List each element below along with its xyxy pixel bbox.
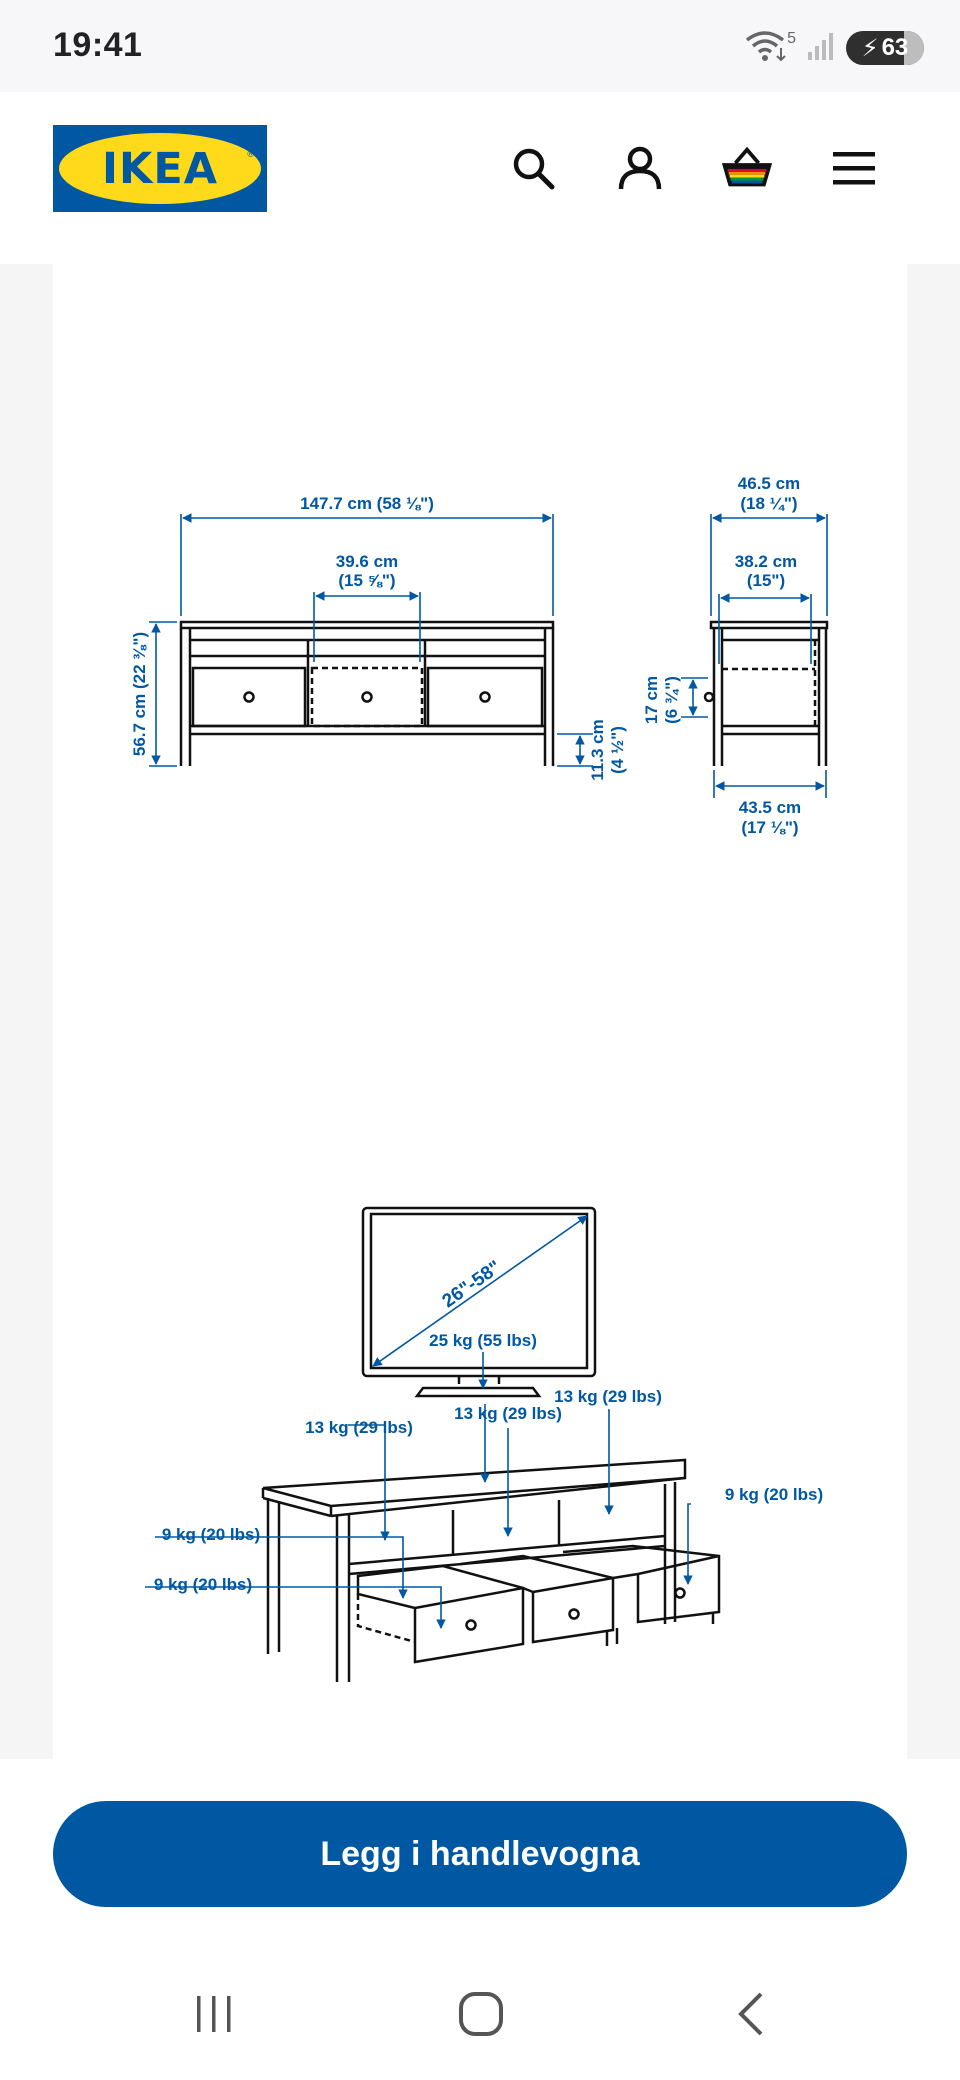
signal-icon [806,30,836,67]
home-icon[interactable] [441,1984,521,2044]
wifi-icon [743,28,791,69]
front-view-drawing [181,622,553,766]
tv-load-label: 25 kg (55 lbs) [429,1331,537,1350]
shelf-left-load-label: 13 kg (29 lbs) [305,1418,413,1437]
status-time: 19:41 [53,26,143,64]
side-base-depth-label: 43.5 cm [738,798,802,817]
add-to-cart-bar [0,1759,960,1939]
front-leg-height-label: 11.3 cm [588,719,607,781]
system-nav-bar [0,1939,960,2080]
front-leg-height-label-inch: (4 ½") [608,726,627,774]
menu-icon[interactable] [826,140,882,196]
product-dimension-image [53,264,907,1759]
side-base-depth-label-inch: (17 ⅛") [741,818,799,837]
charging-icon: ⚡ [861,34,879,62]
recent-apps-icon[interactable] [174,1984,254,2044]
side-depth-label-inch: (18 ¼") [740,494,798,513]
side-depth-label: 46.5 cm [737,474,801,493]
drawer-left-upper-load-label: 9 kg (20 lbs) [161,1525,261,1544]
drawer-left-lower-load-label: 9 kg (20 lbs) [153,1575,253,1594]
front-height-label: 56.7 cm (22 ⅜") [130,631,149,757]
status-bar [0,0,960,92]
side-inner-depth-label: 38.2 cm [734,552,798,571]
side-drawer-height-label: 17 cm [642,675,661,725]
logo-text: IKEA [102,143,218,194]
back-icon[interactable] [711,1984,791,2044]
status-icons [743,28,924,68]
profile-icon[interactable] [612,140,668,196]
side-drawer-height-label-inch: (6 ¾") [662,676,681,724]
search-icon[interactable] [505,140,561,196]
add-to-cart-button[interactable]: Legg i handlevogna [53,1801,907,1907]
battery-level: 63 [881,34,909,61]
tv-size-label: 26"-58" [438,1256,506,1313]
side-inner-depth-label-inch: (15") [746,571,786,590]
shelf-right-load-label: 13 kg (29 lbs) [554,1387,662,1406]
shelf-mid-load-label: 13 kg (29 lbs) [454,1404,562,1423]
front-drawer-width-label-inch: (15 ⅝") [338,571,396,590]
side-view-drawing [705,622,827,766]
product-image-area [0,264,960,1759]
drawer-right-load-label: 9 kg (20 lbs) [724,1485,824,1504]
ikea-logo[interactable]: IKEA ® [53,125,267,212]
front-width-label: 147.7 cm (58 ⅛") [300,494,434,513]
battery-indicator [846,31,924,65]
site-header [0,92,960,264]
wifi-badge: 5 [787,30,796,47]
front-drawer-width-label: 39.6 cm [335,552,399,571]
basket-icon[interactable] [719,140,775,196]
